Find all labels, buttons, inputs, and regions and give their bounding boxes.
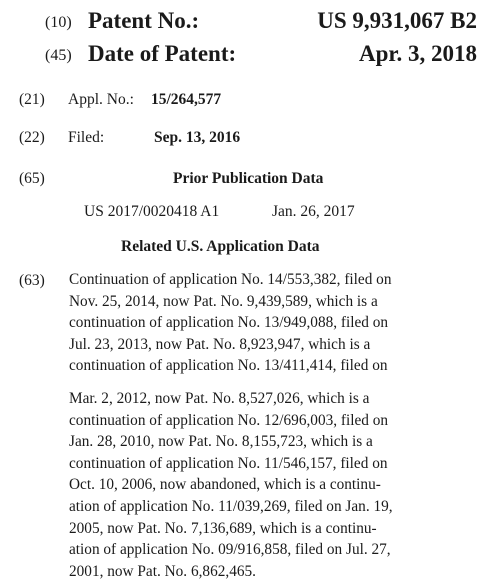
date-code: (45) bbox=[45, 47, 72, 64]
patent-no-value: US 9,931,067 B2 bbox=[317, 8, 477, 33]
related-line: ation of application No. 09/916,858, filed on Jul. 27, bbox=[69, 541, 391, 559]
patent-no-code: (10) bbox=[45, 14, 72, 31]
related-heading: Related U.S. Application Data bbox=[121, 238, 320, 255]
related-code: (63) bbox=[19, 272, 45, 289]
prior-pub-date: Jan. 26, 2017 bbox=[272, 203, 355, 220]
related-line: Mar. 2, 2012, now Pat. No. 8,527,026, which is a bbox=[69, 389, 370, 407]
related-line: Jan. 28, 2010, now Pat. No. 8,155,723, which is a bbox=[69, 433, 373, 451]
filed-label: Filed: bbox=[68, 129, 105, 146]
related-line: 2005, now Pat. No. 7,136,689, which is a continu- bbox=[69, 519, 377, 537]
filed-code: (22) bbox=[19, 129, 45, 146]
filed-value: Sep. 13, 2016 bbox=[154, 129, 241, 146]
appl-code: (21) bbox=[19, 91, 45, 108]
date-label: Date of Patent: bbox=[88, 41, 237, 66]
prior-pub-number: US 2017/0020418 A1 bbox=[84, 203, 220, 220]
related-line: Nov. 25, 2014, now Pat. No. 9,439,589, which is a bbox=[69, 292, 378, 310]
patent-no-label: Patent No.: bbox=[88, 8, 200, 33]
related-line: Oct. 10, 2006, now abandoned, which is a continu- bbox=[69, 476, 381, 494]
related-line: continuation of application No. 12/696,003, filed on bbox=[69, 411, 389, 429]
prior-pub-code: (65) bbox=[19, 170, 45, 187]
related-line: continuation of application No. 11/546,157, filed on bbox=[69, 454, 388, 472]
related-line: 2001, now Pat. No. 6,862,465. bbox=[69, 562, 256, 580]
related-line: Jul. 23, 2013, now Pat. No. 8,923,947, which is a bbox=[69, 335, 371, 353]
related-line: continuation of application No. 13/949,088, filed on bbox=[69, 314, 389, 332]
prior-pub-heading: Prior Publication Data bbox=[173, 170, 324, 187]
related-line: ation of application No. 11/039,269, filed on Jan. 19, bbox=[69, 497, 393, 515]
appl-value: 15/264,577 bbox=[151, 91, 222, 108]
related-paragraph bbox=[69, 269, 477, 582]
date-value: Apr. 3, 2018 bbox=[359, 41, 477, 66]
related-line: continuation of application No. 13/411,414, filed on bbox=[69, 357, 388, 375]
appl-label: Appl. No.: bbox=[68, 91, 134, 108]
related-line: Continuation of application No. 14/553,382, filed on bbox=[69, 271, 392, 288]
